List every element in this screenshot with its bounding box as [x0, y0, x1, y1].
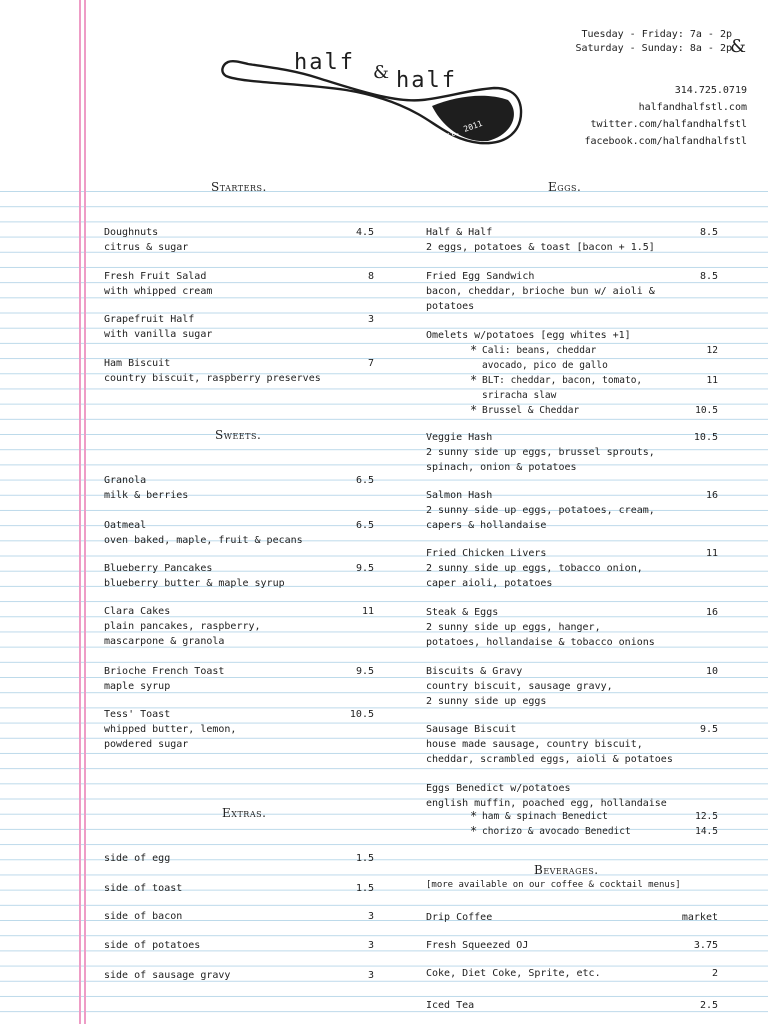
- option-name: BLT: cheddar, bacon, tomato,: [482, 375, 643, 386]
- section-title-sweets: Sweets.: [215, 428, 262, 442]
- menu-item: [426, 605, 718, 650]
- item-price: 3.75: [693, 940, 718, 951]
- logo: [218, 48, 524, 158]
- item-description: country biscuit, sausage gravy,: [426, 681, 613, 692]
- item-description: plain pancakes, raspberry,: [104, 621, 261, 632]
- item-name: Drip Coffee: [426, 912, 493, 923]
- item-name: side of toast: [104, 883, 183, 894]
- item-price: 10.5: [349, 709, 374, 720]
- item-name: Fresh Squeezed OJ: [426, 940, 529, 951]
- omelet-option: [470, 403, 718, 418]
- item-name: Fresh Fruit Salad: [104, 271, 207, 282]
- item-description: potatoes, hollandaise & tobacco onions: [426, 637, 655, 648]
- section-title-eggs: Eggs.: [548, 180, 582, 194]
- menu-item: [104, 518, 374, 548]
- item-description: potatoes: [426, 301, 475, 312]
- menu-item: [426, 269, 718, 314]
- item-price: 9.5: [699, 724, 718, 735]
- asterisk-icon: *: [470, 809, 478, 823]
- hours-weekdays: Tuesday - Friday: 7a - 2p: [581, 29, 732, 40]
- asterisk-icon: *: [470, 824, 478, 838]
- item-name: side of bacon: [104, 911, 183, 922]
- option-price: 12.5: [695, 811, 718, 822]
- item-description: 2 sunny side up eggs: [426, 696, 547, 707]
- section-title-beverages: Beverages.: [534, 863, 599, 877]
- menu-item: [104, 881, 374, 896]
- item-description: 2 sunny side up eggs, tobacco onion,: [426, 563, 643, 574]
- margin-line-right: [84, 0, 86, 1024]
- menu-item: [426, 430, 718, 475]
- logo-text-second: half: [396, 68, 457, 93]
- hours-weekend: Saturday - Sunday: 8a - 2p: [575, 43, 732, 54]
- asterisk-icon: *: [470, 343, 478, 357]
- item-price: 3: [367, 314, 374, 325]
- menu-item: [104, 707, 374, 752]
- item-description: powdered sugar: [104, 739, 189, 750]
- menu-item: [104, 968, 374, 983]
- item-price: 3: [367, 970, 374, 981]
- item-description: capers & hollandaise: [426, 520, 547, 531]
- menu-item: [426, 938, 718, 953]
- item-name: Fried Chicken Livers: [426, 548, 547, 559]
- item-name: Grapefruit Half: [104, 314, 195, 325]
- option-description: avocado, pico de gallo: [482, 360, 608, 371]
- item-price: 11: [705, 548, 718, 559]
- item-name: side of egg: [104, 853, 171, 864]
- menu-item: [426, 998, 718, 1013]
- item-name: Eggs Benedict w/potatoes: [426, 783, 571, 794]
- item-description: cheddar, scrambled eggs, aioli & potatoes: [426, 754, 673, 765]
- item-description: 2 sunny side up eggs, brussel sprouts,: [426, 447, 655, 458]
- contact-facebook-link[interactable]: facebook.com/halfandhalfstl: [584, 136, 747, 147]
- item-price: 8.5: [699, 227, 718, 238]
- menu-item: [426, 225, 718, 255]
- menu-item: [426, 966, 718, 981]
- item-name: Blueberry Pancakes: [104, 563, 213, 574]
- menu-item: [104, 312, 374, 342]
- item-description: mascarpone & granola: [104, 636, 225, 647]
- item-description: with whipped cream: [104, 286, 213, 297]
- option-name: Brussel & Cheddar: [482, 405, 580, 416]
- item-name: Tess' Toast: [104, 709, 171, 720]
- section-title-starters: Starters.: [211, 180, 267, 194]
- item-price: 7: [367, 358, 374, 369]
- item-name: Biscuits & Gravy: [426, 666, 523, 677]
- item-description: spinach, onion & potatoes: [426, 462, 577, 473]
- menu-item: [104, 851, 374, 866]
- item-description: with vanilla sugar: [104, 329, 213, 340]
- option-price: 12: [706, 345, 718, 356]
- item-price: 1.5: [355, 853, 374, 864]
- omelet-option: [470, 343, 718, 358]
- item-name: Half & Half: [426, 227, 493, 238]
- item-description: english muffin, poached egg, hollandaise: [426, 798, 667, 809]
- item-price: 9.5: [355, 666, 374, 677]
- item-price: 16: [705, 607, 718, 618]
- item-price: 10: [705, 666, 718, 677]
- benedict-option: [470, 824, 718, 839]
- item-description: whipped butter, lemon,: [104, 724, 237, 735]
- item-description: maple syrup: [104, 681, 171, 692]
- menu-item: [426, 488, 718, 533]
- item-price: 3: [367, 911, 374, 922]
- menu-item: [104, 269, 374, 299]
- item-price: 2: [711, 968, 718, 979]
- menu-item: [104, 909, 374, 924]
- item-price: 11: [361, 606, 374, 617]
- menu-item: [426, 910, 718, 925]
- option-description: sriracha slaw: [482, 390, 557, 401]
- item-description: 2 sunny side up eggs, hanger,: [426, 622, 601, 633]
- menu-item: [104, 473, 374, 503]
- item-price: market: [681, 912, 718, 923]
- omelet-options: [470, 343, 718, 418]
- item-name: Clara Cakes: [104, 606, 171, 617]
- item-description: oven baked, maple, fruit & pecans: [104, 535, 303, 546]
- option-name: chorizo & avocado Benedict: [482, 826, 631, 837]
- option-name: Cali: beans, cheddar: [482, 345, 597, 356]
- item-name: Salmon Hash: [426, 490, 493, 501]
- item-price: 8.5: [699, 271, 718, 282]
- asterisk-icon: *: [470, 373, 478, 387]
- contact-phone: 314.725.0719: [674, 85, 747, 96]
- item-price: 6.5: [355, 475, 374, 486]
- menu-item: [104, 356, 374, 386]
- item-price: 6.5: [355, 520, 374, 531]
- section-title-extras: Extras.: [222, 806, 267, 820]
- item-name: Doughnuts: [104, 227, 159, 238]
- contact-info: [584, 82, 747, 150]
- benedict-options: [470, 809, 718, 839]
- option-name: ham & spinach Benedict: [482, 811, 608, 822]
- option-price: 10.5: [695, 405, 718, 416]
- item-description: bacon, cheddar, brioche bun w/ aioli &: [426, 286, 655, 297]
- menu-item: [426, 722, 718, 767]
- item-name: Sausage Biscuit: [426, 724, 517, 735]
- item-name: Veggie Hash: [426, 432, 493, 443]
- logo-established: est. 2011: [439, 118, 484, 143]
- contact-twitter-link[interactable]: twitter.com/halfandhalfstl: [590, 119, 747, 130]
- beverages-note: [more available on our coffee & cocktail menus]: [426, 880, 681, 890]
- item-description: milk & berries: [104, 490, 189, 501]
- menu-item: [104, 664, 374, 694]
- menu-item: [104, 561, 374, 591]
- item-name: Brioche French Toast: [104, 666, 225, 677]
- item-description: 2 sunny side up eggs, potatoes, cream,: [426, 505, 655, 516]
- option-price: 14.5: [695, 826, 718, 837]
- item-description: country biscuit, raspberry preserves: [104, 373, 321, 384]
- item-description: citrus & sugar: [104, 242, 189, 253]
- item-name: Ham Biscuit: [104, 358, 171, 369]
- item-price: 10.5: [693, 432, 718, 443]
- menu-item: [104, 938, 374, 953]
- item-name: Granola: [104, 475, 147, 486]
- item-price: 16: [705, 490, 718, 501]
- item-description: house made sausage, country biscuit,: [426, 739, 643, 750]
- item-description: blueberry butter & maple syrup: [104, 578, 285, 589]
- omelet-option: [470, 373, 718, 388]
- item-name: Omelets w/potatoes [egg whites +1]: [426, 330, 631, 341]
- item-name: side of sausage gravy: [104, 970, 231, 981]
- item-name: Coke, Diet Coke, Sprite, etc.: [426, 968, 601, 979]
- hours-ampersand: &: [729, 36, 746, 57]
- item-price: 9.5: [355, 563, 374, 574]
- item-price: 1.5: [355, 883, 374, 894]
- hours: [575, 28, 732, 56]
- contact-website-link[interactable]: halfandhalfstl.com: [638, 102, 747, 113]
- menu-item: [426, 781, 718, 811]
- item-name: Fried Egg Sandwich: [426, 271, 535, 282]
- item-description: caper aioli, potatoes: [426, 578, 553, 589]
- item-price: 8: [367, 271, 374, 282]
- menu-item: [426, 328, 718, 343]
- item-price: 3: [367, 940, 374, 951]
- logo-ampersand: &: [373, 62, 390, 83]
- option-price: 11: [706, 375, 718, 386]
- item-name: Oatmeal: [104, 520, 147, 531]
- benedict-option: [470, 809, 718, 824]
- item-description: 2 eggs, potatoes & toast [bacon + 1.5]: [426, 242, 655, 253]
- item-price: 4.5: [355, 227, 374, 238]
- menu-item: [426, 664, 718, 709]
- item-name: Steak & Eggs: [426, 607, 499, 618]
- margin-line-left: [79, 0, 81, 1024]
- item-price: 2.5: [699, 1000, 718, 1011]
- menu-item: [104, 225, 374, 255]
- asterisk-icon: *: [470, 403, 478, 417]
- item-name: side of potatoes: [104, 940, 201, 951]
- menu-item: [104, 604, 374, 649]
- menu-item: [426, 546, 718, 591]
- item-name: Iced Tea: [426, 1000, 475, 1011]
- logo-text-first: half: [294, 50, 355, 75]
- spoon-icon: [218, 48, 524, 158]
